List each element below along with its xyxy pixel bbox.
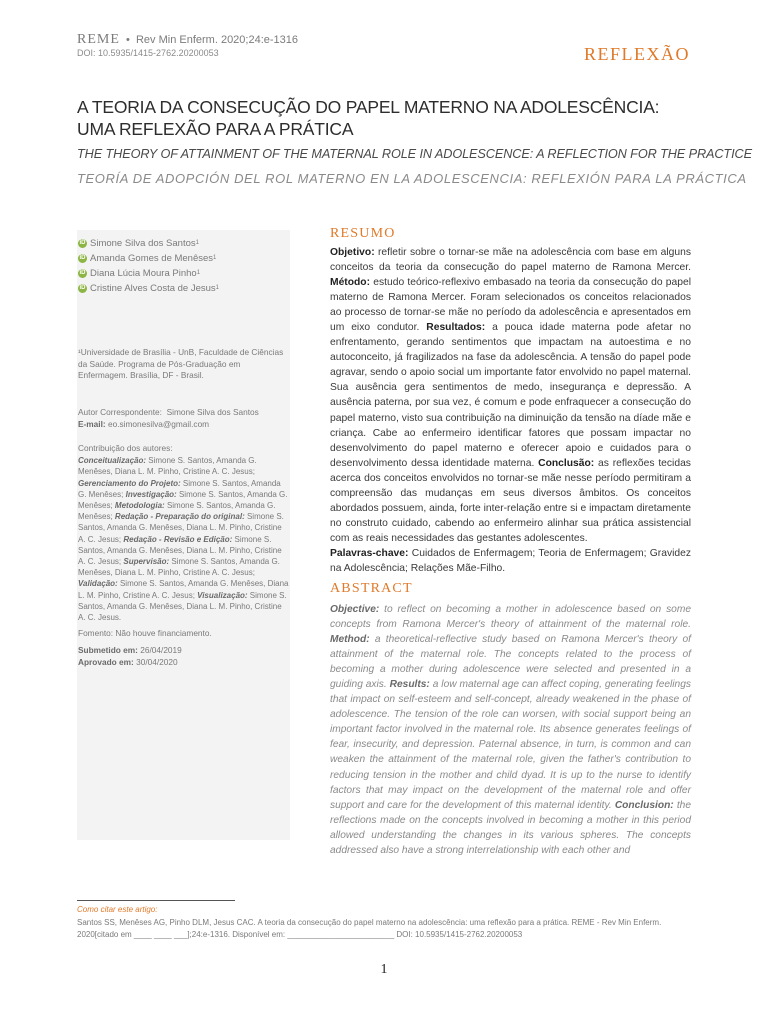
orcid-icon[interactable]: iD bbox=[79, 270, 86, 276]
contribution-role: Supervisão: bbox=[123, 557, 170, 567]
results-text: a low maternal age can affect coping, generating feelings that impact on self-esteem and self-concept, already weakened in the phase of adolescence. The tension of the role can worsen, with social support being an important factor involved in the maternal role. Its absence generates feelings of fear, insecurity, and depression. Paternal absence, in turn, is common and can weaken the attainment of the maternal role, given the father's contribution to reducing tension in the mother and child dyad. It is up to the nurse to identify factors that may impact on the development of the maternal role and offer support and care for the development of this maternal identity. bbox=[330, 679, 691, 811]
author-sup: 1 bbox=[196, 270, 201, 276]
contribution-role: Redação - Preparação do original: bbox=[114, 512, 245, 522]
results-label: Results: bbox=[389, 679, 430, 691]
contribution-role: Gerenciamento do Projeto: bbox=[78, 478, 181, 488]
journal-name: REME bbox=[77, 32, 120, 47]
title-english: THE THEORY OF ATTAINMENT OF THE MATERNAL ROLE IN ADOLESCENCE: A REFLECTION FOR THE PRACTICE bbox=[77, 147, 752, 161]
method-text: a theoretical-reflective study based on Ramona Mercer's theory of attainment of the maternal role. The concepts related to the process of becoming a mother during adolescence were selected and presented in a guiding axis. bbox=[330, 634, 691, 691]
author-sup: 1 bbox=[195, 240, 199, 246]
objective-text: to reflect on becoming a mother in adolescence based on some concepts from Ramona Mercer's theory of attainment of the maternal role. bbox=[330, 604, 691, 631]
contribution-names: Simone S. Santos, Amanda G. Menêses; bbox=[78, 501, 276, 522]
contribution-role: Validação: bbox=[78, 579, 118, 589]
correspondence-label: Autor Correspondente: bbox=[78, 407, 162, 417]
author-list bbox=[78, 236, 288, 296]
doi[interactable]: DOI: 10.5935/1415-2762.20200053 bbox=[77, 48, 219, 58]
author-name: Amanda Gomes de Menêses bbox=[90, 253, 214, 264]
email-link[interactable]: eo.simonesilva@gmail.com bbox=[107, 418, 210, 429]
orcid-icon[interactable]: iD bbox=[79, 240, 86, 246]
bullet: • bbox=[122, 34, 133, 46]
author-item[interactable] bbox=[78, 266, 288, 281]
orcid-icon[interactable]: iD bbox=[79, 285, 86, 291]
submitted-date: 26/04/2019 bbox=[140, 645, 182, 655]
section-type: REFLEXÃO bbox=[584, 44, 690, 64]
metodo-label: Método: bbox=[330, 277, 371, 289]
contribution-role: Investigação: bbox=[125, 489, 177, 499]
dates bbox=[78, 645, 290, 668]
correspondence bbox=[78, 407, 290, 430]
objetivo-label: Objetivo: bbox=[330, 247, 375, 258]
contribution-names: Simone S. Santos, Amanda G. Menêses; bbox=[78, 489, 288, 511]
cite-label: Como citar este artigo: bbox=[77, 905, 158, 914]
contribution-names: Simone S. Santos, Amanda G. Menêses, Diana L. M. Pinho, Cristine A. C. Jesus; bbox=[78, 557, 280, 578]
footnote-rule bbox=[77, 900, 235, 901]
contributions-heading: Contribuição dos autores: bbox=[78, 443, 173, 453]
conclusao-text: as reflexões tecidas acerca dos conceitos envolvidos no tornar-se mãe nesse período permitiram a compreensão das mudanças em seus diversos âmbitos. Os conceitos abordados possuem, ainda, forte inter-relação entre si e impactam diretamente no construto cuidado, cabendo ao enfermeiro alinhar sua prática assistencial com as reais necessidades das gestantes adolescentes. bbox=[330, 457, 691, 544]
funding-label: Fomento: bbox=[78, 628, 114, 638]
contribution-role: Visualização: bbox=[197, 590, 248, 600]
author-item[interactable] bbox=[78, 281, 288, 296]
resultados-text: a pouca idade materna pode afetar no enfrentamento, gerando sentimentos que impactam na autoestima e no autoconceito, já fragilizados na fase da adolescência. A tensão do papel pode agravar, sendo o apoio social um importante fator envolvido no papel maternal. Sua ausência gera sentimentos de medo, insegurança e depressão. A ausência paterna, por sua vez, é comum e pode enfraquecer a consecução do papel materno, visto sua contribuição na diminuição da tensão na díade mãe e criança. Cabe ao enfermeiro identificar fatores que possam impactar no desenvolvimento do papel materno e oferecer apoio e cuidados para o desenvolvimento dessa identidade materna. bbox=[330, 322, 691, 469]
title-portuguese: A TEORIA DA CONSECUÇÃO DO PAPEL MATERNO NA ADOLESCÊNCIA: UMA REFLEXÃO PARA A PRÁTICA bbox=[77, 97, 660, 139]
approved-label: Aprovado em: bbox=[78, 656, 134, 667]
author-name: Cristine Alves Costa de Jesus bbox=[90, 283, 216, 294]
submitted-label: Submetido em: bbox=[78, 645, 138, 655]
approved-date: 30/04/2020 bbox=[136, 656, 178, 667]
contribution-role: Redação - Revisão e Edição: bbox=[123, 534, 233, 544]
author-item[interactable] bbox=[78, 251, 288, 266]
title-spanish: TEORÍA DE ADOPCIÓN DEL ROL MATERNO EN LA ADOLESCENCIA: REFLEXIÓN PARA LA PRÁCTICA bbox=[77, 171, 747, 186]
journal-header bbox=[77, 33, 298, 60]
author-contributions bbox=[78, 443, 290, 623]
affiliation: ¹Universidade de Brasília - UnB, Faculdade de Ciências da Saúde. Programa de Pós-Graduação em Enfermagem. Brasília, DF - Brasil. bbox=[78, 347, 284, 380]
resultados-label: Resultados: bbox=[426, 322, 486, 334]
conclusion-text: the reflections made on the concepts involved in becoming a mother in this period allowed understanding the changes in its various spheres. The concepts addressed also have a strong interrelationship with each other and bbox=[330, 799, 691, 856]
abstract-body bbox=[330, 602, 691, 858]
conclusao-label: Conclusão: bbox=[538, 457, 595, 469]
contribution-names: Simone S. Santos, Amanda G. Menêses; bbox=[78, 478, 281, 499]
objective-label: Objective: bbox=[330, 604, 380, 615]
objetivo-text: refletir sobre o tornar-se mãe na adolescência com base em alguns conceitos da teoria da consecução do papel materno de Ramona Mercer. bbox=[330, 247, 691, 274]
email-label: E-mail: bbox=[78, 418, 106, 429]
contribution-names: Simone S. Santos, Amanda G. Menêses, Diana L. M. Pinho, Cristine A. C. Jesus. bbox=[78, 590, 287, 623]
palavras-label: Palavras-chave: bbox=[330, 547, 409, 559]
author-sup: 1 bbox=[213, 255, 217, 261]
author-sup: 1 bbox=[215, 285, 220, 291]
palavras-text: Cuidados de Enfermagem; Teoria de Enfermagem; Gravidez na Adolescência; Relações Mãe-Filho. bbox=[330, 547, 691, 574]
contribution-role: Metodologia: bbox=[114, 501, 165, 511]
page-number: 1 bbox=[380, 962, 388, 977]
contributions-body bbox=[78, 455, 290, 623]
author-name: Diana Lúcia Moura Pinho bbox=[90, 268, 197, 279]
orcid-icon[interactable]: iD bbox=[79, 255, 86, 261]
conclusion-label: Conclusion: bbox=[614, 799, 674, 811]
contribution-names: Simone S. Santos, Amanda G. Menêses, Diana L. M. Pinho, Cristine A. C. Jesus; bbox=[78, 534, 282, 567]
contribution-role: Conceitualização: bbox=[78, 456, 147, 466]
contribution-names: Simone S. Santos, Amanda G. Menêses, Diana L. M. Pinho, Cristine A. C. Jesus; bbox=[78, 456, 257, 477]
author-name: Simone Silva dos Santos bbox=[90, 238, 196, 249]
resumo-heading: RESUMO bbox=[330, 226, 396, 241]
resumo-body bbox=[330, 245, 691, 576]
journal-citation: Rev Min Enferm. 2020;24:e-1316 bbox=[135, 34, 299, 46]
author-item[interactable] bbox=[78, 236, 288, 251]
method-label: Method: bbox=[330, 634, 370, 646]
correspondence-name: Simone Silva dos Santos bbox=[166, 407, 259, 417]
funding bbox=[78, 628, 290, 638]
contribution-names: Simone S. Santos, Amanda G. Menêses, Diana L. M. Pinho, Cristine A. C. Jesus; bbox=[78, 512, 284, 544]
contribution-names: Simone S. Santos, Amanda G. Menêses, Diana L. M. Pinho, Cristine A. C. Jesus; bbox=[78, 579, 289, 600]
cite-text: Santos SS, Menêses AG, Pinho DLM, Jesus CAC. A teoria da consecução do papel materno na adolescência: uma reflexão para a prática. REME - Rev Min Enferm. 2020[citado em ____ ____ ___];24:e-1316. Disponível em: ________________________ DOI: 10.5935/1415-2762.20200053 bbox=[77, 918, 662, 939]
metodo-text: estudo teórico-reflexivo embasado na teoria da consecução do papel materno de Ramona Mercer. Foram selecionados os conceitos relacionados ao processo de tornar-se mãe no período da adolescência e apresentados em um eixo condutor. bbox=[330, 277, 691, 334]
funding-value: Não houve financiamento. bbox=[115, 628, 212, 638]
abstract-heading: ABSTRACT bbox=[330, 581, 413, 596]
